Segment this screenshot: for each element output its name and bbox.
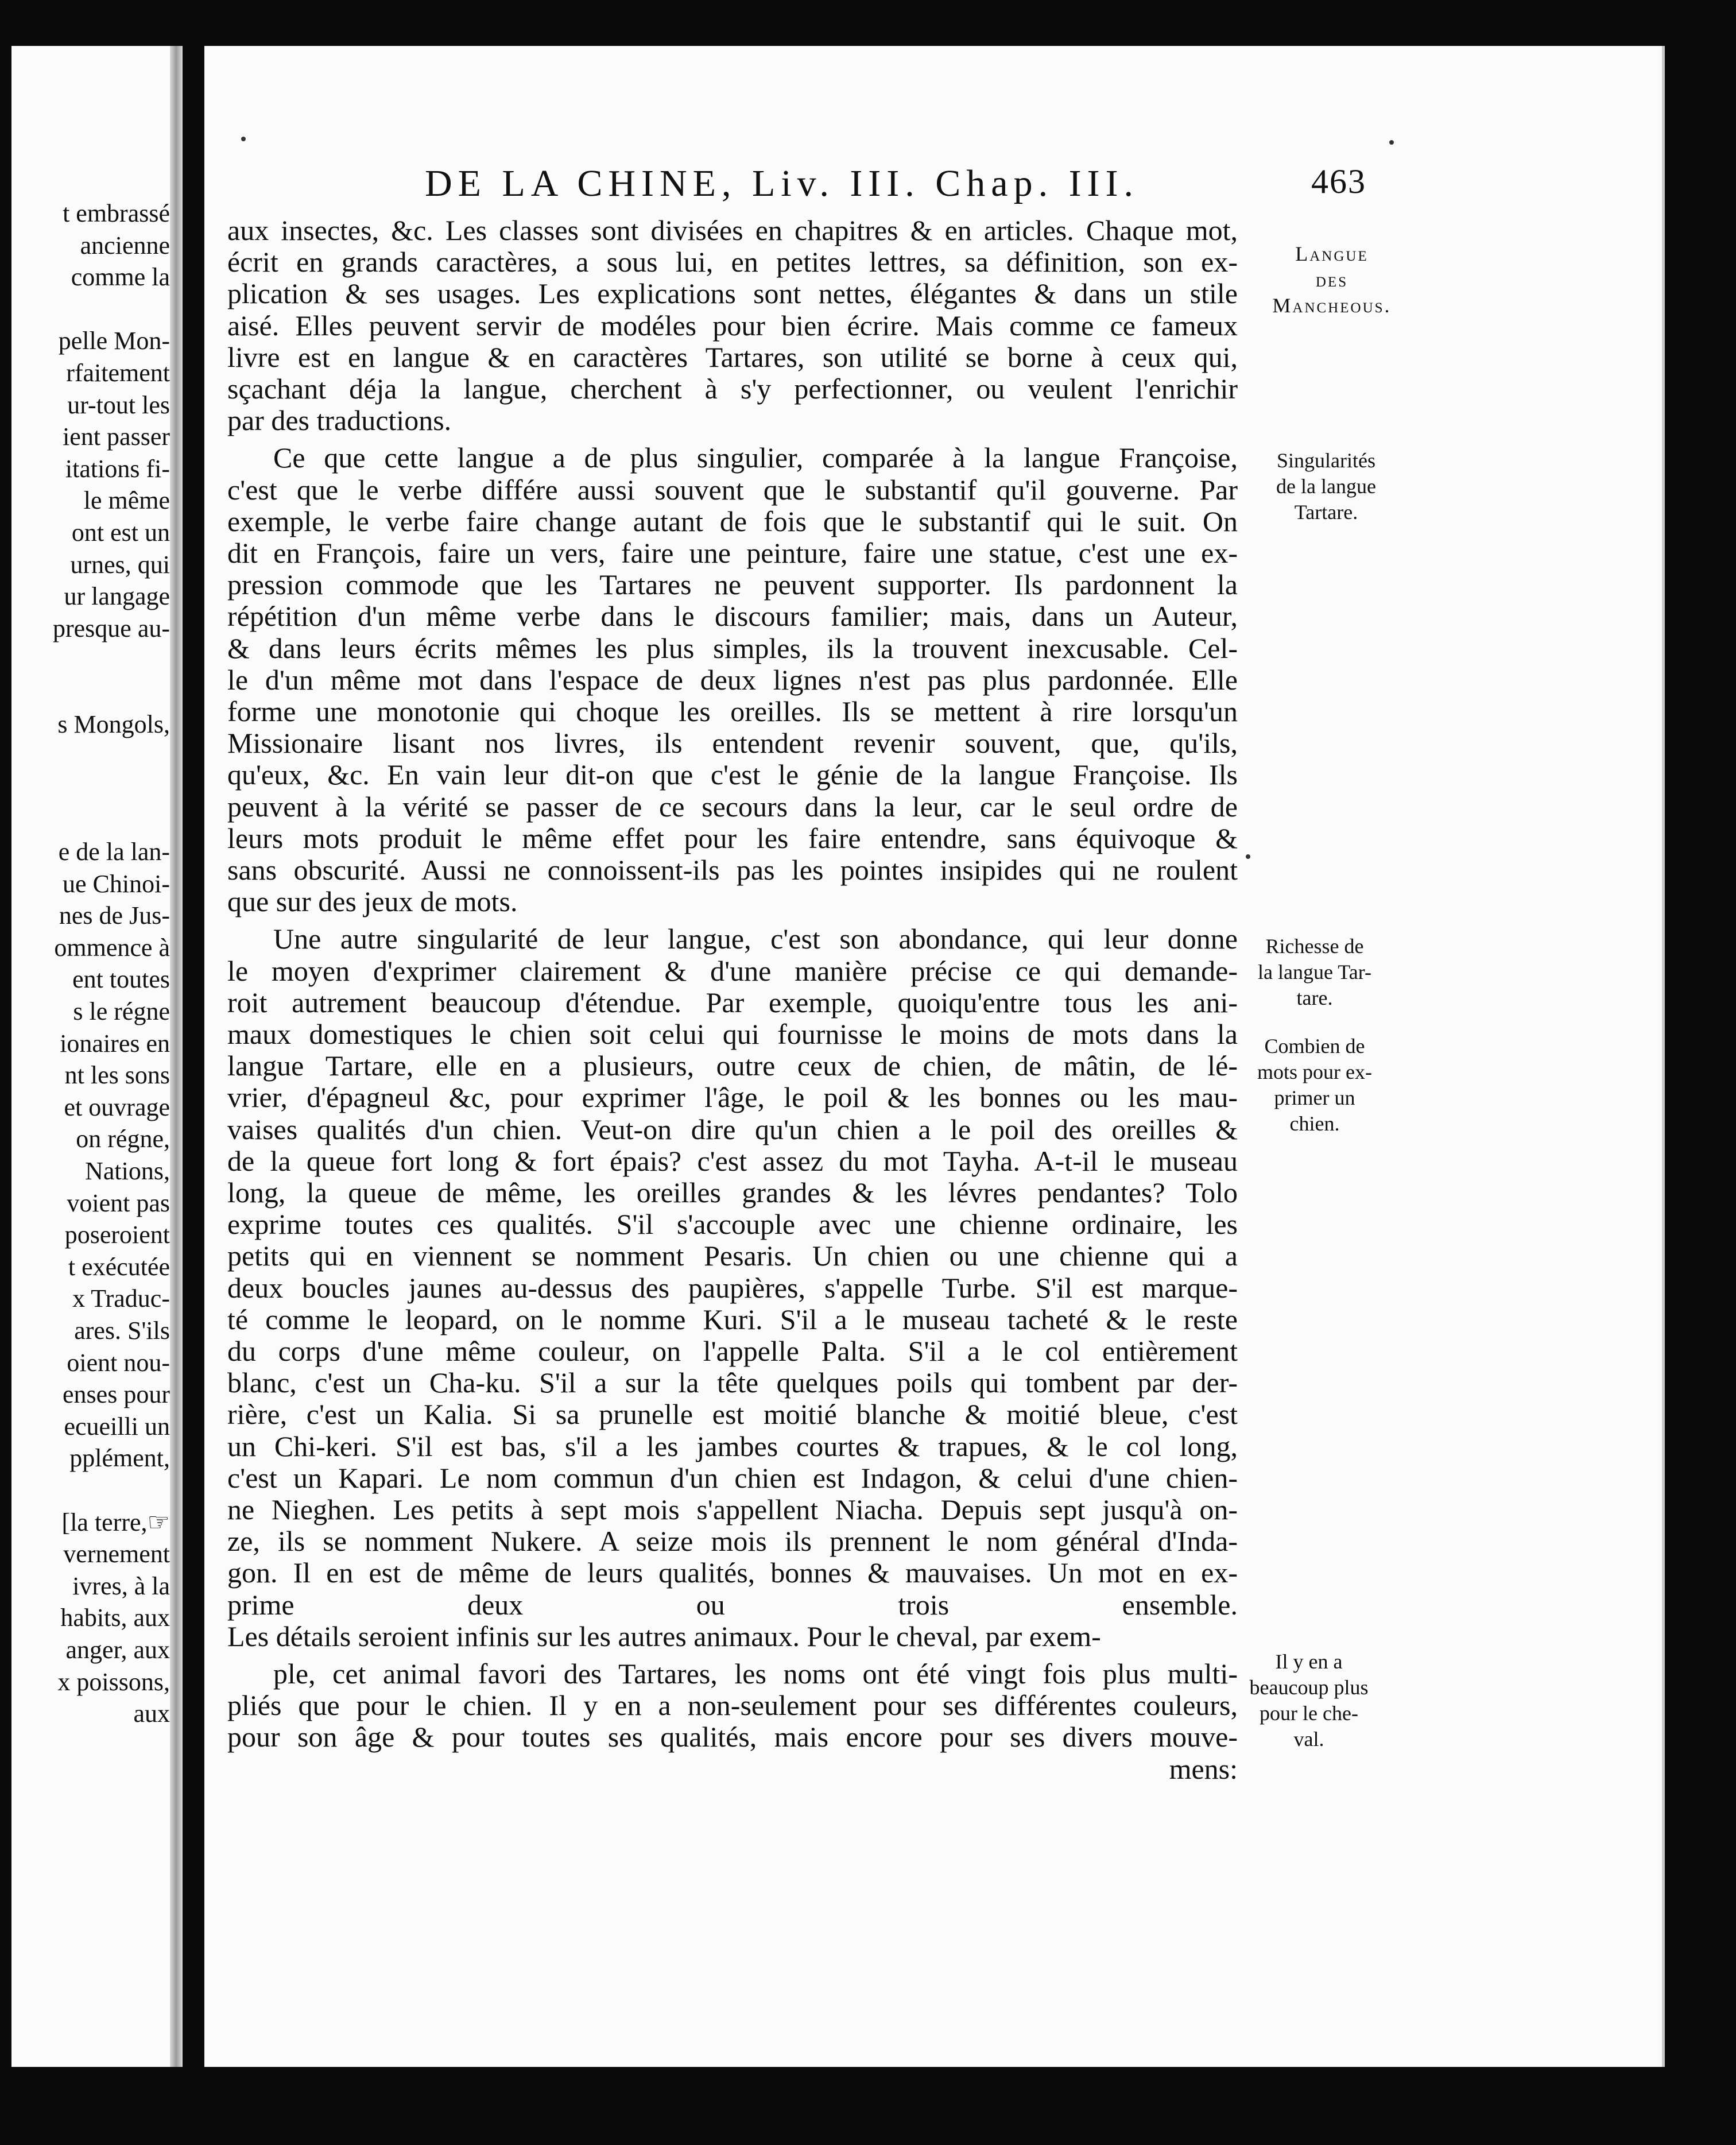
left-page-line: ont est un <box>71 518 170 547</box>
body-line: le moyen d'exprimer clairement & d'une manière précise ce qui demande- <box>227 954 1238 987</box>
left-page-line: enses pour <box>63 1380 170 1409</box>
running-title: DE LA CHINE, Liv. III. Chap. III. <box>425 162 1140 204</box>
body-line: ple, cet animal favori des Tartares, les noms ont été vingt fois plus multi- <box>273 1658 1238 1690</box>
body-line: par des traductions. <box>227 404 452 437</box>
margin-note-line: Mancheous. <box>1272 294 1392 317</box>
scan-border-right <box>1665 0 1736 2145</box>
left-page-line: aux <box>133 1699 170 1728</box>
body-line: que sur des jeux de mots. <box>227 885 518 918</box>
body-line: ze, ils se nomment Nukere. A seize mois ils prennent le nom général d'Inda- <box>227 1525 1238 1558</box>
left-page-line: et ouvrage <box>64 1093 170 1121</box>
body-line: peuvent à la vérité se passer de ce secours dans la leur, car le seul ordre de <box>227 790 1238 823</box>
body-line: leurs mots produit le même effet pour les faire entendre, sans équivoque & <box>227 822 1238 854</box>
left-page-line: Nations, <box>85 1157 170 1185</box>
left-page-line: ent toutes <box>72 965 170 994</box>
left-page-line: presque au- <box>52 614 170 642</box>
body-line: sans obscurité. Aussi ne connoissent-ils pas les pointes insipides qui ne roulent <box>227 854 1238 886</box>
left-page-line: habits, aux <box>60 1604 170 1632</box>
left-page-line: ecueilli un <box>64 1412 170 1441</box>
body-line: deux boucles jaunes au-dessus des paupières, s'appelle Turbe. S'il est marque- <box>227 1271 1238 1304</box>
left-page-line: oient nou- <box>67 1348 170 1377</box>
body-line: forme une monotonie qui choque les oreilles. Ils se mettent à rire lorsqu'un <box>227 695 1238 727</box>
body-line: écrit en grands caractères, a sous lui, en petites lettres, sa définition, son ex- <box>227 246 1238 278</box>
margin-note-line: pour le che- <box>1260 1702 1358 1725</box>
body-line: & dans leurs écrits mêmes les plus simples, ils la trouvent inexcusable. Cel- <box>227 632 1238 664</box>
body-line: de la queue fort long & fort épais? c'est assez du mot Tayha. A-t-il le museau <box>227 1144 1238 1177</box>
body-line: Une autre singularité de leur langue, c'est son abondance, qui leur donne <box>273 923 1238 955</box>
left-page-line: le même <box>83 486 170 515</box>
body-line: exemple, le verbe faire change autant de fois que le substantif qui le suit. On <box>227 505 1238 537</box>
left-page-line: ionaires en <box>60 1029 170 1058</box>
margin-note <box>1240 934 1389 1011</box>
left-page-line: ue Chinoi- <box>63 869 170 898</box>
left-page-line: vernement <box>63 1540 170 1569</box>
body-line: c'est un Kapari. Le nom commun d'un chien est Indagon, & celui d'une chien- <box>227 1461 1238 1494</box>
left-page-line: pelle Mon- <box>58 327 170 355</box>
body-line: un Chi-keri. S'il est bas, s'il a les jambes courtes & trapues, & le col long, <box>227 1430 1238 1462</box>
body-line: Les détails seroient infinis sur les autres animaux. Pour le cheval, par exem- <box>227 1620 1101 1652</box>
margin-note <box>1257 241 1406 319</box>
body-line: prime deux ou trois ensemble. <box>227 1588 1238 1621</box>
body-line: aisé. Elles peuvent servir de modéles pour bien écrire. Mais comme ce fameux <box>227 309 1238 342</box>
body-line: plication & ses usages. Les explications sont nettes, élégantes & dans un stile <box>227 277 1238 310</box>
body-line: langue Tartare, elle en a plusieurs, outre ceux de chien, de mâtin, de lé- <box>227 1050 1238 1082</box>
body-line: roit autrement beaucoup d'étendue. Par exemple, quoiqu'entre tous les ani- <box>227 986 1238 1019</box>
body-line: gon. Il en est de même de leurs qualités, bonnes & mauvaises. Un mot en ex- <box>227 1557 1238 1589</box>
left-page-line: nt les sons <box>64 1061 170 1090</box>
left-page-line: ur-tout les <box>67 390 170 419</box>
margin-note-line: val. <box>1293 1728 1324 1751</box>
body-line: blanc, c'est un Cha-ku. S'il a sur la tête quelques poils qui tombent par der- <box>227 1366 1238 1399</box>
left-page-line: comme la <box>71 263 170 292</box>
body-line: livre est en langue & en caractères Tartares, son utilité se borne à ceux qui, <box>227 340 1238 373</box>
margin-note-line: Langue <box>1295 242 1369 265</box>
left-page-line: s Mongols, <box>57 710 170 738</box>
margin-note-line: Singularités <box>1277 449 1375 472</box>
body-line: pour son âge & pour toutes ses qualités, mais encore pour ses divers mouve- <box>227 1721 1238 1753</box>
scan-gap <box>183 0 204 2145</box>
left-page-line: rfaitement <box>66 359 170 387</box>
left-page-line: itations fi- <box>65 454 170 483</box>
left-page-line: pplément, <box>69 1444 170 1473</box>
left-page-gutter-shadow <box>170 46 183 2067</box>
left-page-line: nes de Jus- <box>59 901 170 930</box>
margin-note <box>1240 1033 1389 1137</box>
body-line: c'est que le verbe différe aussi souvent que le substantif qu'il gouverne. Par <box>227 473 1238 506</box>
body-line: vaises qualités d'un chien. Veut-on dire qu'un chien a le poil des oreilles & <box>227 1113 1238 1145</box>
scan-border-top <box>0 0 1736 46</box>
margin-note-line: de la langue <box>1276 475 1376 498</box>
left-page-line: ur langage <box>64 582 170 611</box>
speck <box>1389 140 1394 145</box>
margin-note-line: la langue Tar- <box>1258 961 1371 984</box>
right-page-edge <box>1662 46 1665 2067</box>
left-page-line: x Traduc- <box>72 1284 170 1313</box>
body-line: le d'un même mot dans l'espace de deux lignes n'est pas plus pardonnée. Elle <box>227 663 1238 696</box>
scan-border-left <box>0 0 11 2145</box>
running-header <box>425 162 1366 208</box>
left-page-line: ivres, à la <box>72 1571 170 1600</box>
scan-border-bottom <box>0 2067 1736 2145</box>
body-line: pliés que pour le chien. Il y en a non-seulement pour ses différentes couleurs, <box>227 1689 1238 1722</box>
left-page-line: poseroient <box>64 1221 170 1249</box>
margin-note-line: beaucoup plus <box>1249 1676 1369 1699</box>
left-page-line: e de la lan- <box>58 838 170 866</box>
left-page-line: ancienne <box>80 231 170 260</box>
margin-note-line: Richesse de <box>1265 935 1364 958</box>
body-line: vrier, d'épagneul &c, pour exprimer l'âge, le poil & les bonnes ou les mau- <box>227 1081 1238 1114</box>
left-page-line: ares. S'ils <box>74 1317 170 1345</box>
body-line: maux domestiques le chien soit celui qui fournisse le moins de mots dans la <box>227 1018 1238 1050</box>
margin-note-line: tare. <box>1296 986 1333 1009</box>
left-page-line: ient passer <box>63 423 170 451</box>
body-line: petits qui en viennent se nomment Pesaris. Un chien ou une chienne qui a <box>227 1240 1238 1272</box>
margin-note-line: primer un <box>1274 1086 1355 1109</box>
body-line: té comme le leopard, on le nomme Kuri. S'il a le museau tacheté & le reste <box>227 1303 1238 1335</box>
margin-note-line: Tartare. <box>1294 501 1358 524</box>
body-line: rière, c'est un Kalia. Si sa prunelle est moitié blanche & moitié bleue, c'est <box>227 1398 1238 1431</box>
margin-note-line: chien. <box>1289 1112 1340 1135</box>
left-page-line: [la terre,☞ <box>61 1508 170 1536</box>
body-line: qu'eux, &c. En vain leur dit-on que c'est le génie de la langue Françoise. Ils <box>227 758 1238 791</box>
left-page-line: on régne, <box>76 1125 170 1153</box>
body-line: mens: <box>1169 1752 1238 1785</box>
left-page-line: t exécutée <box>68 1252 170 1281</box>
body-line: exprime toutes ces qualités. S'il s'accouple avec une chienne ordinaire, les <box>227 1208 1238 1241</box>
margin-note-line: Combien de <box>1264 1035 1365 1058</box>
body-line: dit en François, faire un vers, faire une peinture, faire une statue, c'est une ex- <box>227 537 1238 569</box>
body-line: pression commode que les Tartares ne peuvent supporter. Ils pardonnent la <box>227 568 1238 601</box>
body-line: long, la queue de même, les oreilles grandes & les lévres pendantes? Tolo <box>227 1176 1238 1209</box>
left-page-line: anger, aux <box>65 1636 170 1664</box>
speck <box>241 137 246 141</box>
left-page-line: x poissons, <box>57 1667 170 1696</box>
margin-note <box>1251 448 1401 525</box>
body-line: aux insectes, &c. Les classes sont divisées en chapitres & en articles. Chaque mot, <box>227 214 1238 246</box>
body-line: ne Nieghen. Les petits à sept mois s'appellent Niacha. Depuis sept jusqu'à on- <box>227 1493 1238 1525</box>
body-line: Missionaire lisant nos livres, ils entendent revenir souvent, que, qu'ils, <box>227 727 1238 760</box>
body-line: Ce que cette langue a de plus singulier, comparée à la langue Françoise, <box>273 442 1238 474</box>
speck <box>1246 854 1250 859</box>
margin-note-line: mots pour ex- <box>1257 1060 1372 1083</box>
body-line: répétition d'un même verbe dans le discours familier; mais, dans un Auteur, <box>227 600 1238 633</box>
left-page-line: s le régne <box>73 997 170 1025</box>
left-page-line: t embrassé <box>63 199 170 227</box>
body-line: du corps d'une même couleur, on l'appelle Palta. S'il a le col entièrement <box>227 1335 1238 1367</box>
left-page-line: urnes, qui <box>70 550 170 579</box>
left-page-line: ommence à <box>54 933 170 962</box>
left-page-line: voient pas <box>67 1188 170 1217</box>
page-number: 463 <box>1311 162 1366 200</box>
margin-note-line: des <box>1315 268 1348 291</box>
margin-note-line: Il y en a <box>1275 1650 1343 1673</box>
body-line: sçachant déja la langue, cherchent à s'y perfectionner, ou veulent l'enrichir <box>227 373 1238 405</box>
margin-note <box>1234 1649 1384 1752</box>
